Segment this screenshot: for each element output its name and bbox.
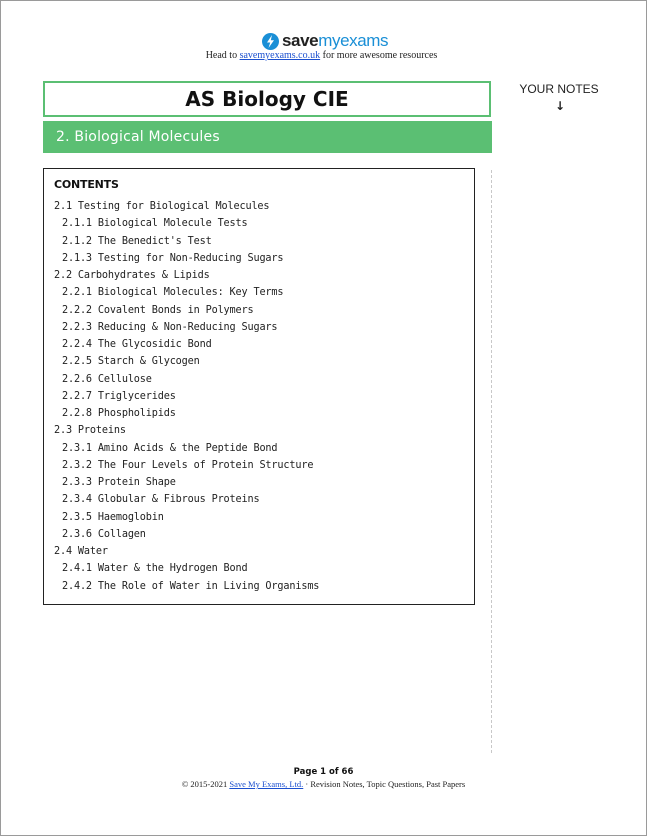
toc-entry[interactable]: 2.2.5 Starch & Glycogen	[62, 356, 200, 368]
tagline: Head to savemyexams.co.uk for more awesome resources	[205, 50, 438, 61]
toc-entry[interactable]: 2.3.3 Protein Shape	[62, 477, 176, 488]
toc-entry[interactable]: 2.3.2 The Four Levels of Protein Structure	[62, 459, 314, 471]
topic-title: 2. Biological Molecules	[56, 129, 220, 145]
toc-entry[interactable]: 2.2.4 The Glycosidic Bond	[62, 339, 212, 350]
toc-entry[interactable]: 2.4.2 The Role of Water in Living Organisms	[62, 580, 320, 592]
your-notes-label: YOUR NOTES	[519, 82, 599, 96]
lightning-bolt-icon	[262, 33, 279, 50]
contents-box	[43, 168, 475, 605]
toc-entry[interactable]: 2.2.3 Reducing & Non-Reducing Sugars	[62, 321, 278, 333]
toc-entry[interactable]: 2.1.1 Biological Molecule Tests	[62, 218, 248, 230]
page-number: Page 1 of 66	[293, 767, 354, 777]
toc-entry[interactable]: 2.3 Proteins	[54, 425, 126, 437]
logo-wordmark: savemyexams	[282, 31, 389, 50]
toc-list	[54, 198, 319, 595]
toc-entry[interactable]: 2.2.2 Covalent Bonds in Polymers	[62, 304, 254, 316]
toc-entry[interactable]: 2.3.6 Collagen	[62, 528, 146, 540]
toc-entry[interactable]: 2.2.6 Cellulose	[62, 373, 152, 385]
toc-entry[interactable]: 2.3.1 Amino Acids & the Peptide Bond	[62, 442, 278, 454]
toc-entry[interactable]: 2.3.5 Haemoglobin	[62, 511, 164, 523]
site-link[interactable]: savemyexams.co.uk	[239, 50, 321, 61]
toc-entry[interactable]: 2.1.2 The Benedict's Test	[62, 235, 212, 247]
down-arrow-icon: ↓	[554, 99, 566, 113]
toc-entry[interactable]: 2.1 Testing for Biological Molecules	[54, 201, 270, 212]
copyright-link[interactable]: Save My Exams, Ltd.	[229, 779, 304, 789]
document-title-box	[43, 81, 491, 117]
toc-entry[interactable]: 2.2 Carbohydrates & Lipids	[54, 270, 210, 281]
notes-divider	[491, 170, 492, 753]
contents-heading: CONTENTS	[54, 178, 119, 191]
document-title: AS Biology CIE	[185, 87, 349, 111]
toc-entry[interactable]: 2.2.1 Biological Molecules: Key Terms	[62, 287, 284, 299]
savemyexams-logo[interactable]	[262, 30, 388, 52]
toc-entry[interactable]: 2.2.8 Phospholipids	[62, 408, 176, 419]
toc-entry[interactable]: 2.2.7 Triglycerides	[62, 390, 176, 402]
toc-entry[interactable]: 2.3.4 Globular & Fibrous Proteins	[62, 494, 260, 506]
toc-entry[interactable]: 2.4.1 Water & the Hydrogen Bond	[62, 563, 248, 575]
toc-entry[interactable]: 2.4 Water	[54, 546, 108, 557]
topic-banner	[43, 121, 492, 153]
toc-entry[interactable]: 2.1.3 Testing for Non-Reducing Sugars	[62, 252, 284, 264]
copyright-line: © 2015-2021 Save My Exams, Ltd. · Revision Notes, Topic Questions, Past Papers	[181, 779, 466, 789]
